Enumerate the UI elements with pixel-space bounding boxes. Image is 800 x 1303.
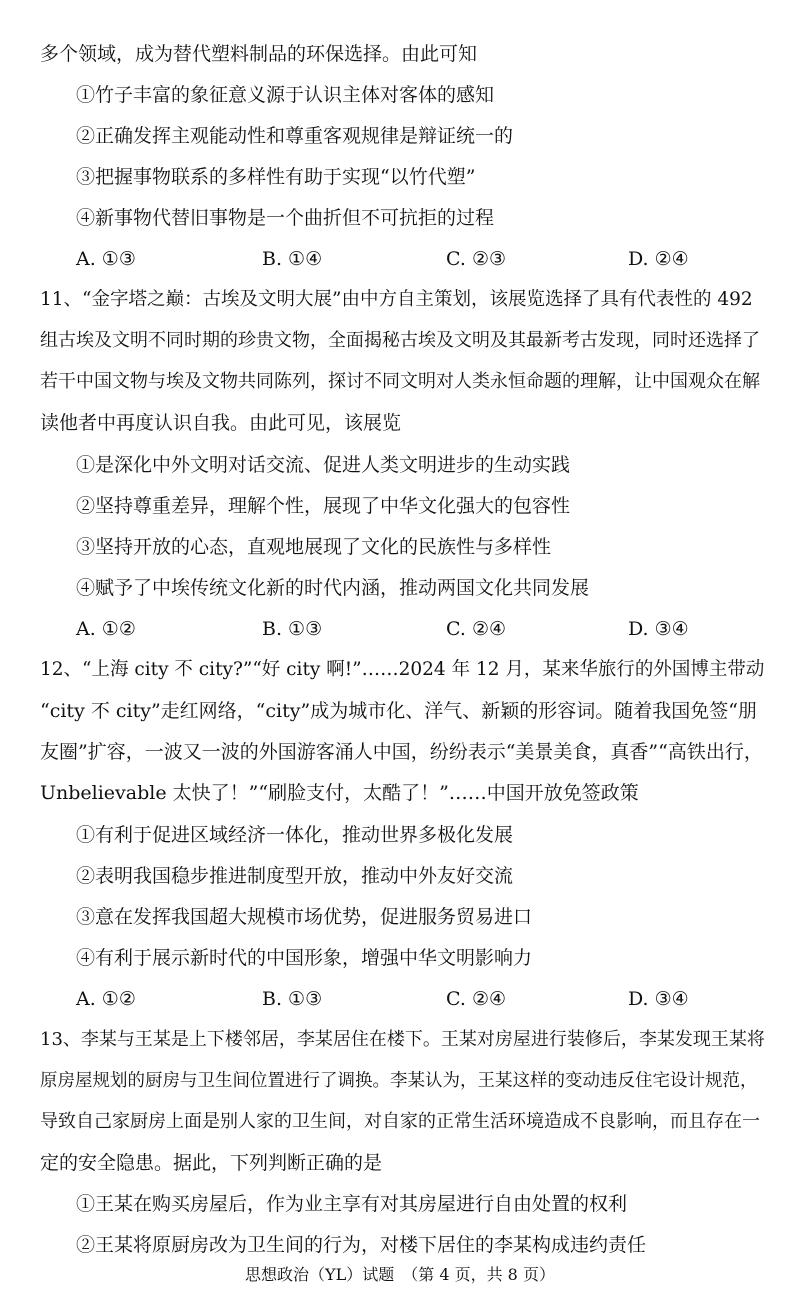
q10-choices xyxy=(76,244,776,274)
q10-choice-b: B. ①④ xyxy=(262,248,323,270)
q12-stem-line-2: “city 不 city”走红网络，“city”成为城市化、洋气、新颖的形容词。随着我国免签“朋 xyxy=(40,700,757,722)
q11-choice-b: B. ①③ xyxy=(262,618,323,640)
q11-option-3: ③坚持开放的心态，直观地展现了文化的民族性与多样性 xyxy=(76,536,552,558)
q10-stem-end: 多个领域，成为替代塑料制品的环保选择。由此可知 xyxy=(40,43,478,65)
q10-option-3: ③把握事物联系的多样性有助于实现“以竹代塑” xyxy=(76,166,476,188)
q12-option-4: ④有利于展示新时代的中国形象，增强中华文明影响力 xyxy=(76,947,533,969)
page-footer: 思想政治（YL）试题 （第 4 页，共 8 页） xyxy=(245,1265,555,1284)
q13-stem-line-2: 原房屋规划的厨房与卫生间位置进行了调换。李某认为，王某这样的变动违反住宅设计规范， xyxy=(40,1071,758,1091)
q10-option-2: ②正确发挥主观能动性和尊重客观规律是辩证统一的 xyxy=(76,125,514,147)
q12-choice-a: A. ①② xyxy=(76,988,136,1010)
q11-choice-c: C. ②④ xyxy=(446,618,507,640)
q12-stem-line-3: 友圈”扩容，一波又一波的外国游客涌人中国，纷纷表示“美景美食，真香”“高铁出行， xyxy=(40,741,763,763)
q12-stem-line-4: Unbelievable 太快了！”“刷脸支付，太酷了！”……中国开放免签政策 xyxy=(40,782,639,804)
q11-option-4: ④赋予了中埃传统文化新的时代内涵，推动两国文化共同发展 xyxy=(76,577,590,599)
q11-option-2: ②坚持尊重差异，理解个性，展现了中华文化强大的包容性 xyxy=(76,495,571,517)
q11-choice-a: A. ①② xyxy=(76,618,136,640)
q11-choice-d: D. ③④ xyxy=(628,618,689,640)
q11-stem-line-4: 读他者中再度认识自我。由此可见，该展览 xyxy=(40,412,402,434)
q12-option-3: ③意在发挥我国超大规模市场优势，促进服务贸易进口 xyxy=(76,906,533,928)
q12-stem-line-1: 12、“上海 city 不 city?”“好 city 啊!”……2024 年 12 月，某来华旅行的外国博主带动 xyxy=(40,659,765,680)
q12-option-2: ②表明我国稳步推进制度型开放，推动中外友好交流 xyxy=(76,865,514,887)
q11-stem-line-1: 11、“金字塔之巅：古埃及文明大展”由中方自主策划，该展览选择了具有代表性的 492 xyxy=(40,289,753,310)
q10-option-1: ①竹子丰富的象征意义源于认识主体对客体的感知 xyxy=(76,84,495,106)
q11-stem-line-3: 若干中国文物与埃及文物共同陈列，探讨不同文明对人类永恒命题的理解，让中国观众在解 xyxy=(40,371,760,392)
q12-choice-d: D. ③④ xyxy=(628,988,689,1010)
q13-stem-line-4: 定的安全隐患。据此，下列判断正确的是 xyxy=(40,1152,383,1174)
q12-choices xyxy=(76,984,776,1014)
q12-choice-c: C. ②④ xyxy=(446,988,507,1010)
q11-stem-line-2: 组古埃及文明不同时期的珍贵文物，全面揭秘古埃及文明及其最新考古发现，同时还选择了 xyxy=(40,330,760,351)
q11-choices xyxy=(76,614,776,644)
q11-option-1: ①是深化中外文明对话交流、促进人类文明进步的生动实践 xyxy=(76,454,571,476)
q13-stem-line-1: 13、李某与王某是上下楼邻居，李某居住在楼下。王某对房屋进行装修后，李某发现王某将 xyxy=(40,1029,765,1050)
q10-choice-a: A. ①③ xyxy=(76,248,136,270)
q12-choice-b: B. ①③ xyxy=(262,988,323,1010)
q13-option-1: ①王某在购买房屋后，作为业主享有对其房屋进行自由处置的权利 xyxy=(76,1193,628,1215)
q10-choice-c: C. ②③ xyxy=(446,248,507,270)
q10-choice-d: D. ②④ xyxy=(628,248,689,270)
q13-option-2: ②王某将原厨房改为卫生间的行为，对楼下居住的李某构成违约责任 xyxy=(76,1234,647,1256)
q12-option-1: ①有利于促进区域经济一体化，推动世界多极化发展 xyxy=(76,824,514,846)
q10-option-4: ④新事物代替旧事物是一个曲折但不可抗拒的过程 xyxy=(76,207,495,229)
q13-stem-line-3: 导致自己家厨房上面是别人家的卫生间，对自家的正常生活环境造成不良影响，而且存在一 xyxy=(40,1111,760,1132)
